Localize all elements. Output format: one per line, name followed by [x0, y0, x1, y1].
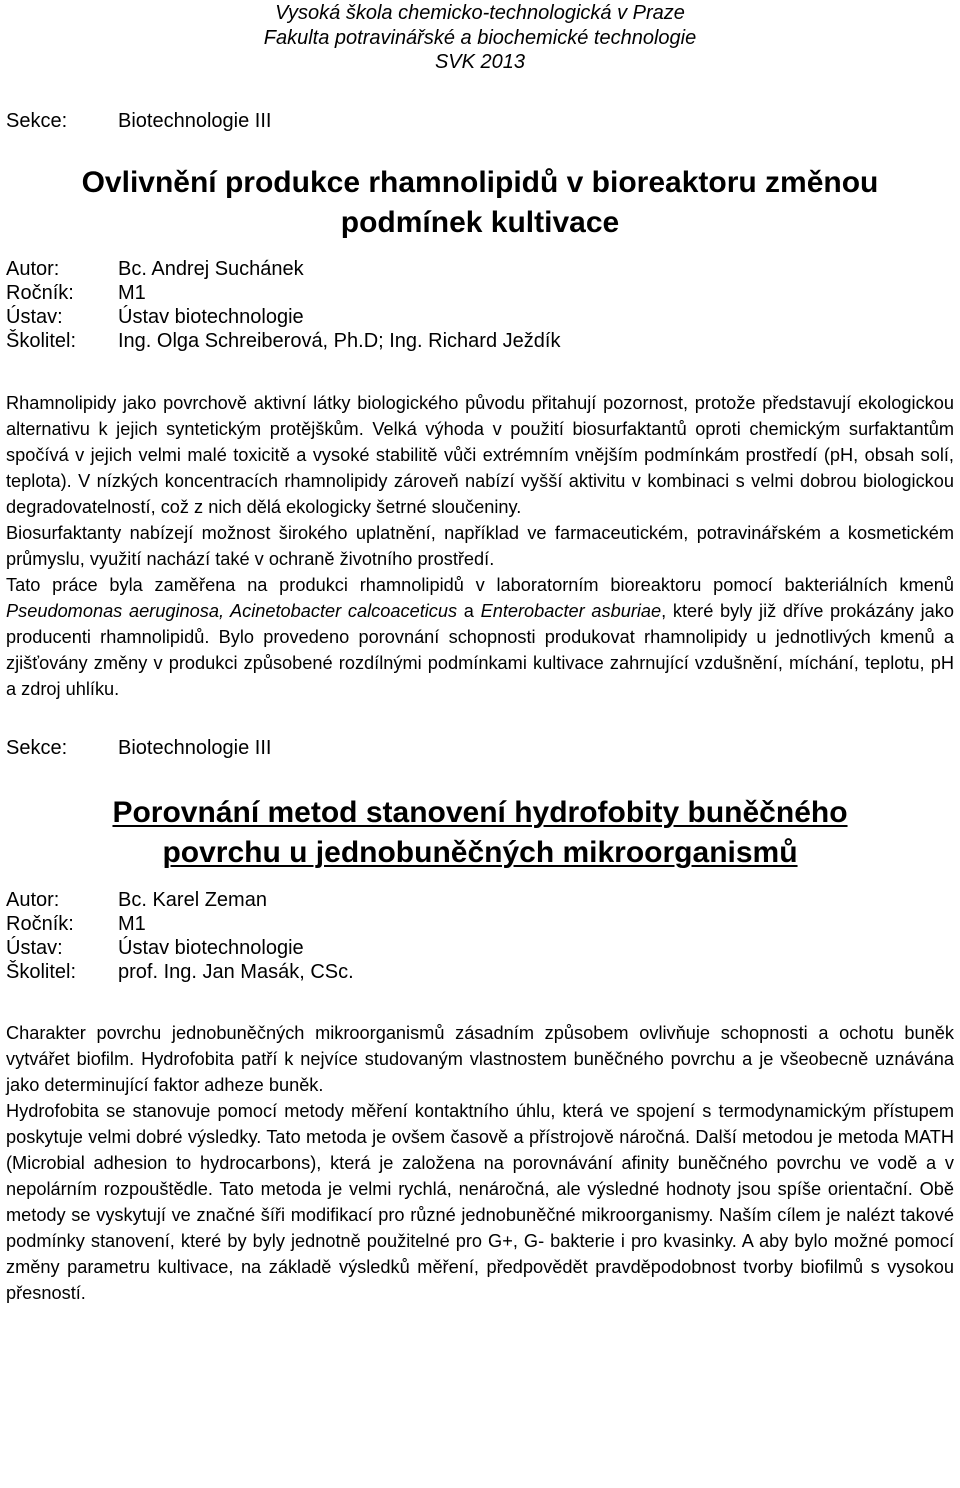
- section-label: Sekce:: [6, 109, 68, 132]
- year-row: Ročník: M1: [6, 912, 146, 935]
- institute-row: Ústav: Ústav biotechnologie: [6, 305, 304, 328]
- article-1-abstract: [6, 390, 954, 702]
- author-row: Autor: Bc. Andrej Suchánek: [6, 257, 304, 280]
- abstract-paragraph: Biosurfaktanty nabízejí možnost širokého uplatnění, například ve farmaceutickém, potravinářském a kosmetickém průmyslu, využití nachází také v ochraně životního prostředí.: [6, 522, 954, 569]
- article-1-title: Ovlivnění produkce rhamnolipidů v bioreaktoru změnou podmínek kultivace: [81, 165, 879, 239]
- section-value: Biotechnologie III: [118, 736, 272, 759]
- supervisor-row: Školitel: Ing. Olga Schreiberová, Ph.D; Ing. Richard Ježdík: [6, 329, 561, 352]
- section-value: Biotechnologie III: [118, 109, 272, 132]
- author-value: Bc. Andrej Suchánek: [118, 257, 304, 280]
- article-1-section-row: [6, 109, 954, 133]
- year-value: M1: [118, 912, 146, 935]
- abstract-paragraph: Rhamnolipidy jako povrchově aktivní látky biologického původu přitahují pozornost, protože představují ekologickou alternativu k jejich syntetickým protějškům. Velká výhoda v použití biosurfaktantů oproti chemickým surfaktantům spočívá v jejich velmi malé toxicitě a vysoké stabilitě vůči extrémním vnějším podmínkám prostředí (pH, obsah solí, teplota). V nízkých koncentracích rhamnolipidy zároveň nabízí vyšší aktivitu v kombinaci s velmi dobrou biologickou degradovatelností, což z nich dělá ekologicky šetrné sloučeniny.: [6, 392, 954, 517]
- header-conference: SVK 2013: [434, 51, 526, 73]
- species-names: Pseudomonas aeruginosa, Acinetobacter calcoaceticus: [6, 600, 458, 621]
- page-header: [6, 0, 954, 75]
- abstract-paragraph: Charakter povrchu jednobuněčných mikroorganismů zásadním způsobem ovlivňuje schopnosti a ochotu buněk vytvářet biofilm. Hydrofobita patří k nejvíce studovaným vlastnostem buněčného povrchu a je všeobecně uznávána jako determinující faktor adheze buněk.: [6, 1022, 954, 1095]
- article-1-meta: [6, 257, 954, 353]
- year-row: Ročník: M1: [6, 281, 146, 304]
- author-value: Bc. Karel Zeman: [118, 888, 267, 911]
- article-2-section-row: [6, 736, 954, 760]
- abstract-paragraph: Tato práce byla zaměřena na produkci rhamnolipidů v laboratorním bioreaktoru pomocí bakteriálních kmenů Pseudomonas aeruginosa, Acinetobacter calcoaceticus a Enterobacter asburiae, které byly již dříve prokázány jako producenti rhamnolipidů. Bylo provedeno porovnání schopnosti produkovat rhamnolipidy u jednotlivých kmenů a zjišťovány změny v produkci způsobené rozdílnými podmínkami kultivace zahrnující vzdušnění, míchání, teplotu, pH a zdroj uhlíku.: [6, 574, 954, 699]
- author-row: Autor: Bc. Karel Zeman: [6, 888, 267, 911]
- section-label: Sekce:: [6, 736, 68, 759]
- article-2-title: Porovnání metod stanovení hydrofobity buněčného povrchu u jednobuněčných mikroorganismů: [112, 795, 848, 869]
- year-value: M1: [118, 281, 146, 304]
- species-name: Enterobacter asburiae: [480, 600, 662, 621]
- header-faculty: Fakulta potravinářské a biochemické technologie: [263, 26, 697, 49]
- institute-value: Ústav biotechnologie: [118, 936, 304, 959]
- header-university: Vysoká škola chemicko-technologická v Praze: [275, 2, 685, 24]
- article-2: [6, 736, 954, 1306]
- supervisor-row: Školitel: prof. Ing. Jan Masák, CSc.: [6, 960, 354, 983]
- article-2-meta: [6, 888, 954, 984]
- article-1: [6, 109, 954, 702]
- supervisor-value: prof. Ing. Jan Masák, CSc.: [118, 960, 354, 983]
- abstract-paragraph: Hydrofobita se stanovuje pomocí metody měření kontaktního úhlu, která ve spojení s termodynamickým přístupem poskytuje velmi dobré výsledky. Tato metoda je ovšem časově a přístrojově náročná. Další metodou je metoda MATH (Microbial adhesion to hydrocarbons), která je založena na porovnávání afinity buněčného povrchu ve vodě a v nepolárním rozpouštědle. Tato metoda je velmi rychlá, nenáročná, ale výsledné hodnoty jsou spíše orientační. Obě metody se vyskytují ve značné šíři modifikací pro různé jednobuněčné mikroorganismy. Naším cílem je nalézt takové podmínky stanovení, které by byly jednotně použitelné pro G+, G- bakterie i pro kvasinky. A aby bylo možné pomocí změny parametru kultivace, na základě výsledků měření, předpovědět pravděpodobnost tvorby biofilmů s vysokou přesností.: [6, 1100, 954, 1303]
- article-2-abstract: [6, 1020, 954, 1306]
- institute-value: Ústav biotechnologie: [118, 305, 304, 328]
- institute-row: Ústav: Ústav biotechnologie: [6, 936, 304, 959]
- supervisor-value: Ing. Olga Schreiberová, Ph.D; Ing. Richard Ježdík: [118, 329, 561, 352]
